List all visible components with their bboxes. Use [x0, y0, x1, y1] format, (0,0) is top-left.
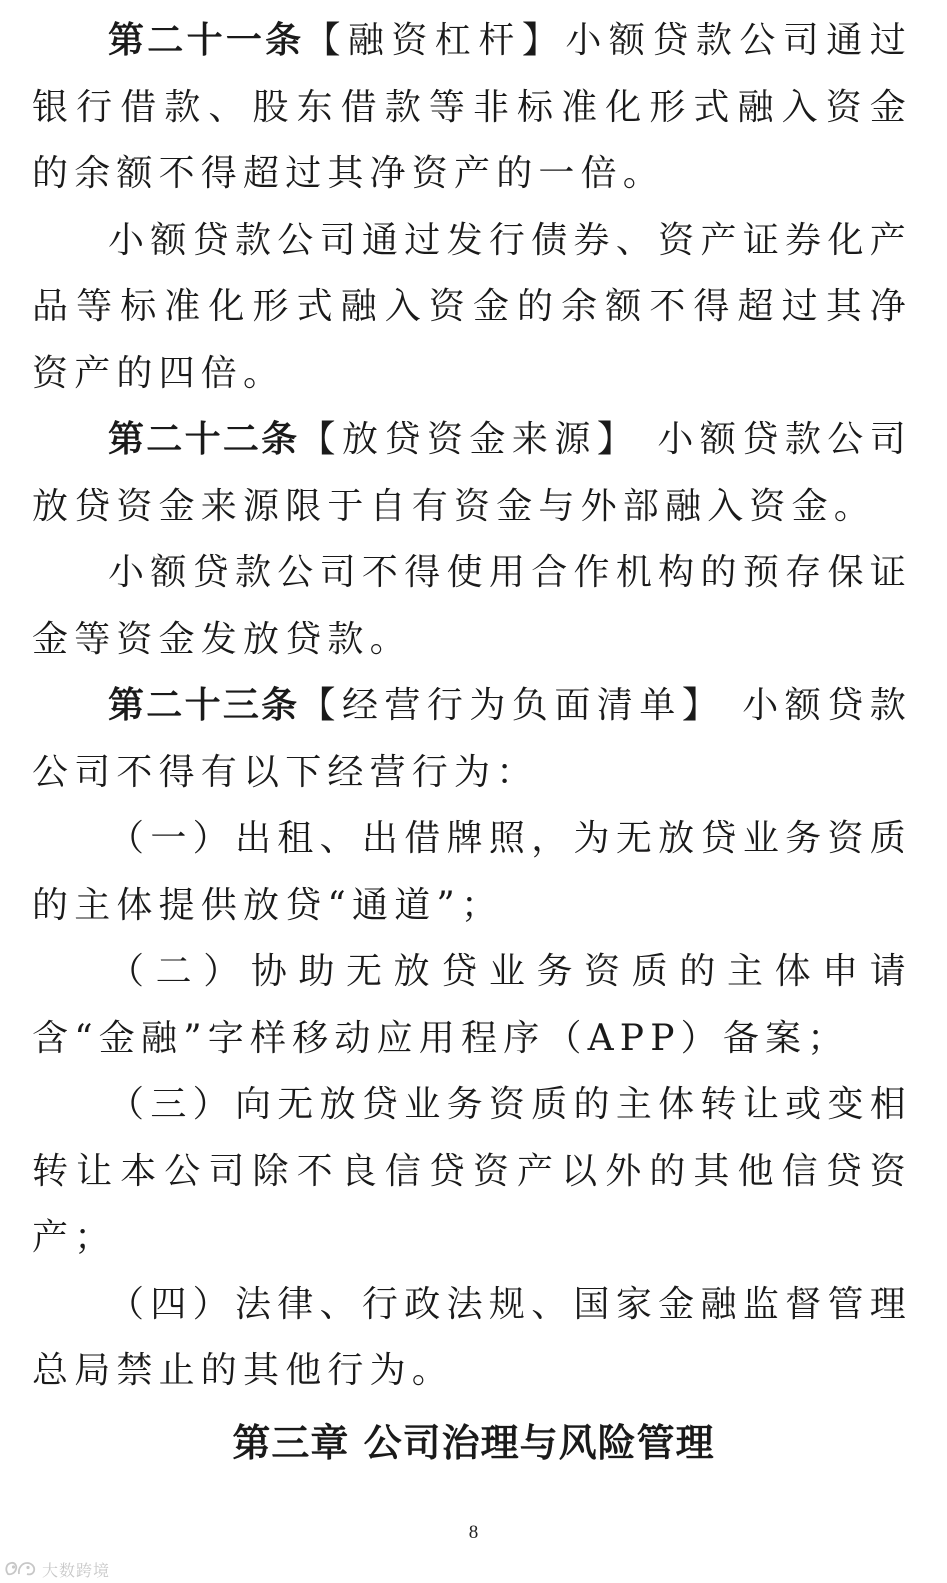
page-number: 8 — [468, 1522, 479, 1543]
list-item: （四）法律、行政法规、国家金融监督管理总局禁止的其他行为。 — [32, 1283, 912, 1391]
article-22-text: 小额贷款公司放贷资金来源限于自有资金与外部融入资金。 — [32, 419, 912, 527]
article-22-heading: 第二十二条 — [108, 419, 300, 460]
article-21-text: 小额贷款公司通过银行借款、股东借款等非标准化形式融入资金的余额不得超过其净资产的一倍。 — [32, 20, 912, 194]
brand-logo-icon — [4, 1559, 38, 1579]
chapter-title: 第三章 公司治理与风险管理 — [232, 1421, 715, 1465]
article-23-paragraph-1 — [32, 673, 912, 806]
article-22-paragraph-1 — [32, 407, 912, 540]
article-23-heading: 第二十三条 — [108, 685, 300, 726]
article-22-title: 【放贷资金来源】 — [299, 419, 640, 460]
article-21-paragraph-2: 小额贷款公司通过发行债券、资产证券化产品等标准化形式融入资金的余额不得超过其净资产的四倍。 — [32, 219, 912, 394]
list-item: （一）出租、出借牌照，为无放贷业务资质的主体提供放贷“通道”； — [32, 818, 912, 926]
article-21-heading: 第二十一条 — [108, 20, 305, 61]
list-item: （二）协助无放贷业务资质的主体申请含“金融”字样移动应用程序（APP）备案； — [32, 951, 912, 1059]
watermark-text: 大数跨境 — [42, 1560, 111, 1580]
document-body — [32, 8, 912, 1405]
article-23-title: 【经营行为负面清单】 — [299, 685, 725, 726]
watermark — [4, 1558, 110, 1580]
article-23-text: 小额贷款公司不得有以下经营行为： — [32, 685, 912, 793]
article-21-title: 【融资杠杆】 — [304, 20, 566, 61]
list-item: （三）向无放贷业务资质的主体转让或变相转让本公司除不良信贷资产以外的其他信贷资产； — [32, 1084, 912, 1258]
article-21-paragraph-1 — [32, 8, 912, 208]
article-22-paragraph-2: 小额贷款公司不得使用合作机构的预存保证金等资金发放贷款。 — [32, 552, 912, 660]
